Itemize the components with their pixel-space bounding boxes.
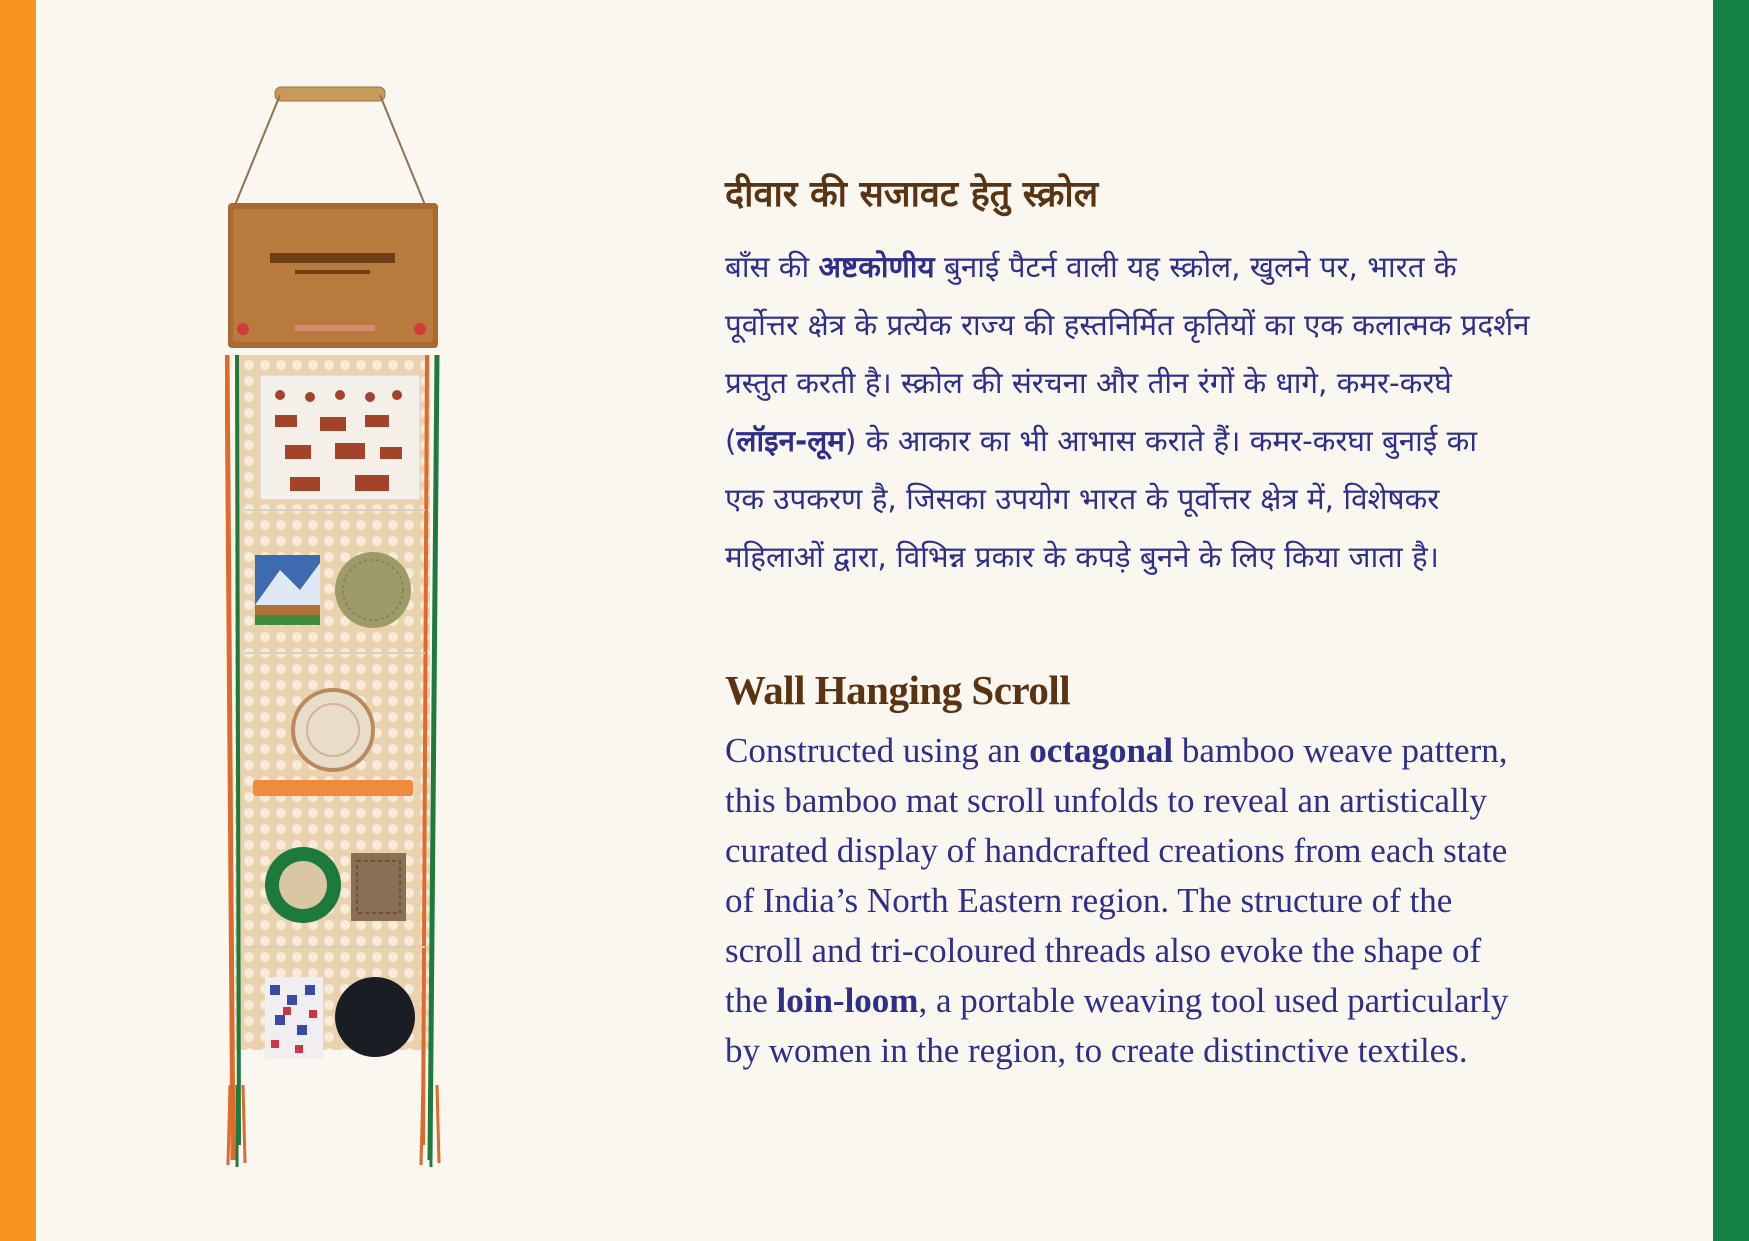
hindi-bold-term: लॉइन-लूम (736, 424, 845, 458)
wall-hanging-scroll-photo (225, 85, 515, 1175)
english-text: the (725, 981, 777, 1020)
english-line (725, 826, 1545, 876)
hindi-text: बुनाई पैटर्न वाली यह स्क्रोल, खुलने पर, भारत के (934, 250, 1457, 284)
hindi-text: महिलाओं द्वारा, विभिन्न प्रकार के कपड़े बुनने के लिए किया जाता है। (725, 540, 1439, 574)
hindi-paragraph (725, 238, 1625, 586)
hindi-text: एक उपकरण है, जिसका उपयोग भारत के पूर्वोत्तर क्षेत्र में, विशेषकर (725, 482, 1440, 516)
hindi-line (725, 354, 1625, 412)
english-text: this bamboo mat scroll unfolds to reveal an artistically (725, 781, 1488, 820)
hindi-title: दीवार की सजावट हेतु स्क्रोल (725, 174, 1099, 215)
hindi-text: पूर्वोत्तर क्षेत्र के प्रत्येक राज्य की हस्तनिर्मित कृतियों का एक कलात्मक प्रदर्शन (725, 308, 1530, 342)
english-text: curated display of handcrafted creations from each state (725, 831, 1508, 870)
text-column (725, 170, 1625, 1076)
hindi-text: प्रस्तुत करती है। स्क्रोल की संरचना और तीन रंगों के धागे, कमर-करघे (725, 366, 1452, 400)
hindi-line (725, 470, 1625, 528)
english-text: of India’s North Eastern region. The structure of the (725, 881, 1453, 920)
english-line (725, 926, 1545, 976)
english-text: Constructed using an (725, 731, 1030, 770)
english-line (725, 876, 1545, 926)
hindi-text: ) के आकार का भी आभास कराते हैं। कमर-करघा बुनाई का (844, 424, 1477, 458)
english-line (725, 976, 1545, 1026)
english-text: by women in the region, to create distinctive textiles. (725, 1031, 1468, 1070)
english-line (725, 776, 1545, 826)
hindi-text: बाँस की (725, 250, 819, 284)
hindi-line (725, 528, 1625, 586)
english-paragraph (725, 726, 1545, 1076)
green-border-stripe (1713, 0, 1749, 1241)
hindi-text: ( (725, 424, 737, 458)
english-bold-term: octagonal (1029, 731, 1174, 770)
english-text: scroll and tri-coloured threads also evoke the shape of (725, 931, 1482, 970)
english-bold-term: loin-loom (776, 981, 919, 1020)
english-text: , a portable weaving tool used particularly (918, 981, 1509, 1020)
english-text: bamboo weave pattern, (1173, 731, 1508, 770)
english-line (725, 726, 1545, 776)
hindi-line (725, 412, 1625, 470)
hindi-line (725, 296, 1625, 354)
hindi-line (725, 238, 1625, 296)
english-title: Wall Hanging Scroll (725, 667, 1071, 713)
hindi-bold-term: अष्टकोणीय (818, 250, 935, 284)
saffron-border-stripe (0, 0, 36, 1241)
english-line (725, 1026, 1545, 1076)
